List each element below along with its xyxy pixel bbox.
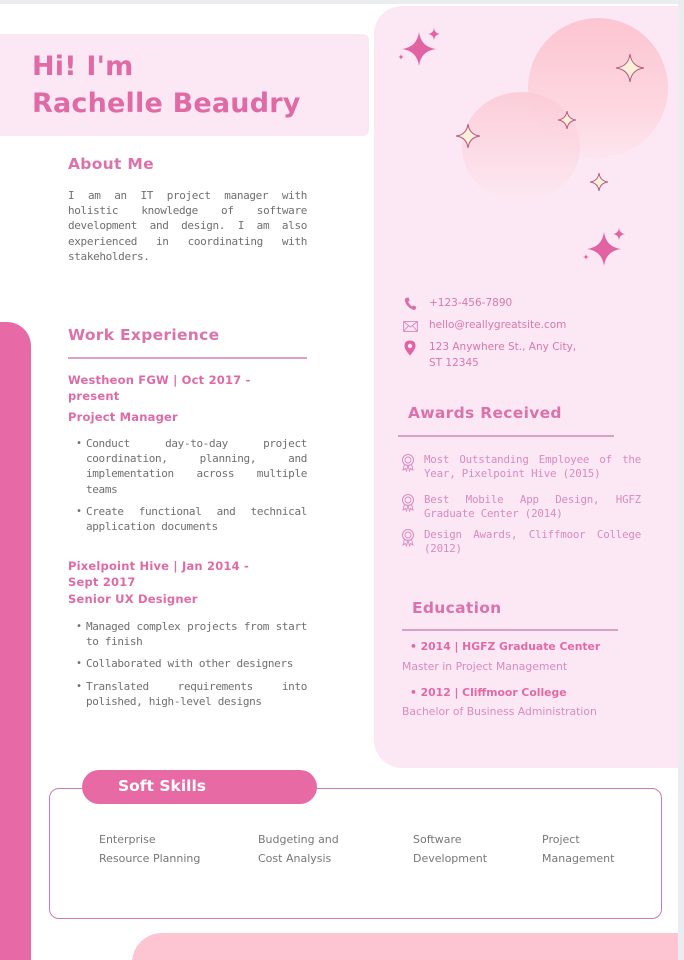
page-title: [32, 48, 301, 122]
work-divider: [68, 357, 307, 359]
skill-line: Enterprise: [99, 833, 156, 846]
sparkle-icon: [579, 224, 629, 274]
about-text: I am an IT project manager with holistic knowledge of software development and design. I am also experienced in coordinating with stakeholders.: [68, 189, 307, 263]
skill-line: Project: [542, 833, 580, 846]
left-accent-strip: [0, 322, 31, 960]
education-school: • 2012 | Cliffmoor College: [410, 686, 567, 699]
award-text: Most Outstanding Employee of the Year, Pixelpoint Hive (2015): [424, 453, 641, 480]
decorative-bottom-blob: [132, 933, 678, 960]
education-divider: [402, 629, 618, 631]
skill-item: [99, 830, 200, 868]
contact-address: [402, 340, 576, 371]
skill-item: [258, 830, 339, 868]
skills-heading-pill: [82, 770, 317, 804]
skills-heading: Soft Skills: [118, 777, 206, 795]
skill-line: Budgeting and: [258, 833, 339, 846]
address-line: 123 Anywhere St., Any City,: [429, 341, 577, 353]
sparkle-icon: [589, 172, 609, 192]
skill-line: Management: [542, 852, 615, 865]
job-bullets: [76, 619, 307, 716]
work-heading: Work Experience: [68, 326, 220, 344]
skill-line: Cost Analysis: [258, 852, 332, 865]
skill-item: [542, 830, 614, 868]
education-degree: Master in Project Management: [402, 660, 568, 673]
resume-page: [0, 4, 678, 960]
job-role: Senior UX Designer: [68, 592, 198, 606]
award-ribbon-icon: [401, 453, 415, 473]
award-text: Best Mobile App Design, HGFZ Graduate Center (2014): [424, 493, 641, 520]
full-name: Rachelle Beaudry: [32, 88, 301, 119]
skill-item: [413, 830, 487, 868]
skill-line: Software: [413, 833, 462, 846]
email-text[interactable]: hello@reallygreatsite.com: [429, 319, 567, 331]
award-ribbon-icon: [401, 528, 415, 548]
award-item: [401, 528, 641, 555]
skill-line: Resource Planning: [99, 852, 201, 865]
phone-icon: [402, 296, 418, 312]
sparkle-icon: [394, 24, 444, 74]
address-text: [429, 340, 576, 371]
bullet-item: • Translated requirements into polished, high-level designs: [76, 679, 307, 709]
right-panel: [374, 6, 678, 768]
contact-phone: [402, 296, 512, 312]
job-company: [68, 372, 251, 404]
mail-icon: [402, 318, 418, 334]
job-company-line: Westheon FGW | Oct 2017 -: [68, 373, 251, 387]
award-item: [401, 453, 641, 480]
job-company-line: present: [68, 389, 120, 403]
phone-text[interactable]: +123-456-7890: [429, 297, 513, 309]
sparkle-icon: [614, 52, 646, 84]
job-company: [68, 558, 249, 590]
location-pin-icon: [402, 340, 418, 356]
bullet-item: • Managed complex projects from start to finish: [76, 619, 307, 649]
skill-line: Development: [413, 852, 488, 865]
sparkle-icon: [454, 122, 482, 150]
bullet-item: • Collaborated with other designers: [76, 656, 307, 671]
bullet-item: • Create functional and technical application documents: [76, 504, 307, 534]
education-heading: Education: [412, 599, 502, 617]
awards-divider: [398, 435, 614, 437]
award-item: [401, 493, 641, 520]
education-school: • 2014 | HGFZ Graduate Center: [410, 640, 601, 653]
bullet-item: • Conduct day-to-day project coordination, planning, and implementation across multiple teams: [76, 436, 307, 497]
job-company-line: Sept 2017: [68, 575, 136, 589]
job-company-line: Pixelpoint Hive | Jan 2014 -: [68, 559, 249, 573]
job-bullets: [76, 436, 307, 541]
address-line: ST 12345: [429, 356, 479, 369]
education-degree: Bachelor of Business Administration: [402, 705, 597, 718]
awards-heading: Awards Received: [408, 404, 562, 422]
award-ribbon-icon: [401, 493, 415, 513]
job-role: Project Manager: [68, 410, 178, 424]
greeting: Hi! I'm: [32, 51, 134, 82]
award-text: Design Awards, Cliffmoor College (2012): [424, 528, 641, 555]
sparkle-icon: [557, 110, 577, 130]
about-heading: About Me: [68, 155, 154, 173]
contact-email: [402, 318, 566, 334]
